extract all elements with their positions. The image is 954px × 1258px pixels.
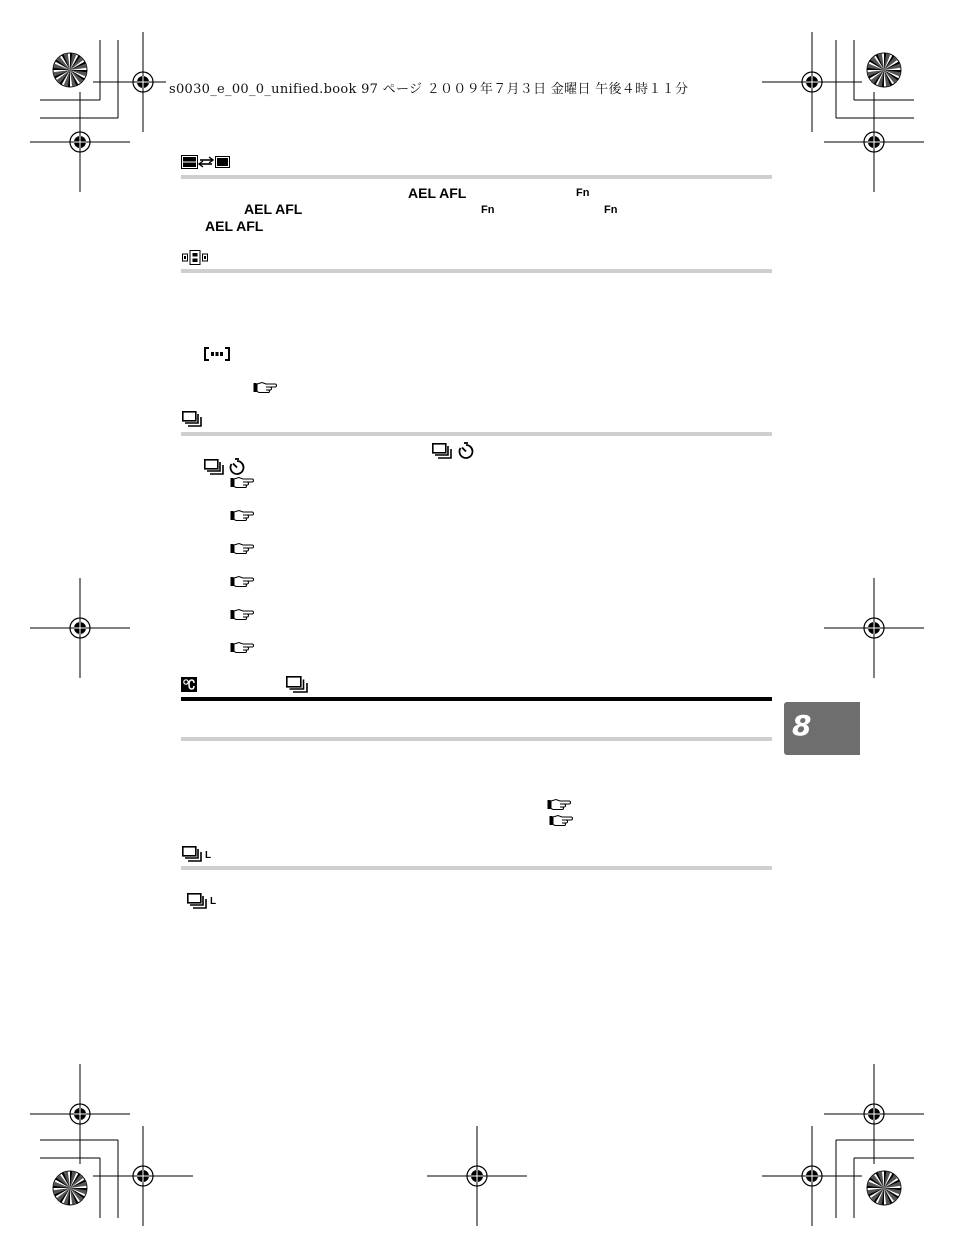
sequential-shooting-icon: [204, 459, 226, 475]
reference-hand-icon: [549, 814, 573, 827]
sequential-low-label: L: [210, 896, 217, 907]
sequential-shooting-icon: [182, 846, 204, 862]
section-rule-heavy: [181, 697, 772, 701]
section-rule: [181, 269, 772, 273]
ael-afl-label: AEL AFL: [408, 185, 467, 201]
ael-fn-swap-icon: [181, 155, 231, 169]
section-rule: [181, 175, 772, 179]
fn-label: Fn: [481, 204, 495, 216]
print-header: s0030_e_00_0_unified.book 97 ページ ２００９年７月３日 金曜日 午後４時１１分: [166, 78, 691, 97]
self-timer-icon: [229, 458, 245, 475]
section-rule: [181, 866, 772, 870]
reference-hand-icon: [230, 641, 254, 654]
reference-hand-icon: [230, 608, 254, 621]
sequential-shooting-icon: [432, 443, 454, 459]
ael-afl-label: AEL AFL: [205, 218, 264, 234]
chapter-number: 8: [792, 709, 812, 742]
section-rule: [181, 432, 772, 436]
reference-hand-icon: [230, 509, 254, 522]
fn-label: Fn: [576, 187, 590, 199]
chapter-tab: [784, 702, 860, 755]
reference-hand-icon: [230, 476, 254, 489]
af-frame-icon: [204, 347, 230, 361]
fn-label: Fn: [604, 204, 618, 216]
sequential-shooting-icon: [182, 411, 204, 427]
reference-hand-icon: [547, 798, 571, 811]
af-area-select-icon: [182, 250, 208, 265]
reference-hand-icon: [230, 575, 254, 588]
section-rule: [181, 737, 772, 741]
sequential-shooting-icon: [187, 893, 209, 909]
sequential-shooting-icon: [286, 676, 310, 693]
ael-afl-label: AEL AFL: [244, 201, 303, 217]
custom-menu-icon: [181, 677, 197, 692]
self-timer-icon: [458, 442, 474, 459]
reference-hand-icon: [230, 542, 254, 555]
reference-hand-icon: [253, 381, 277, 394]
sequential-low-label: L: [205, 850, 212, 861]
